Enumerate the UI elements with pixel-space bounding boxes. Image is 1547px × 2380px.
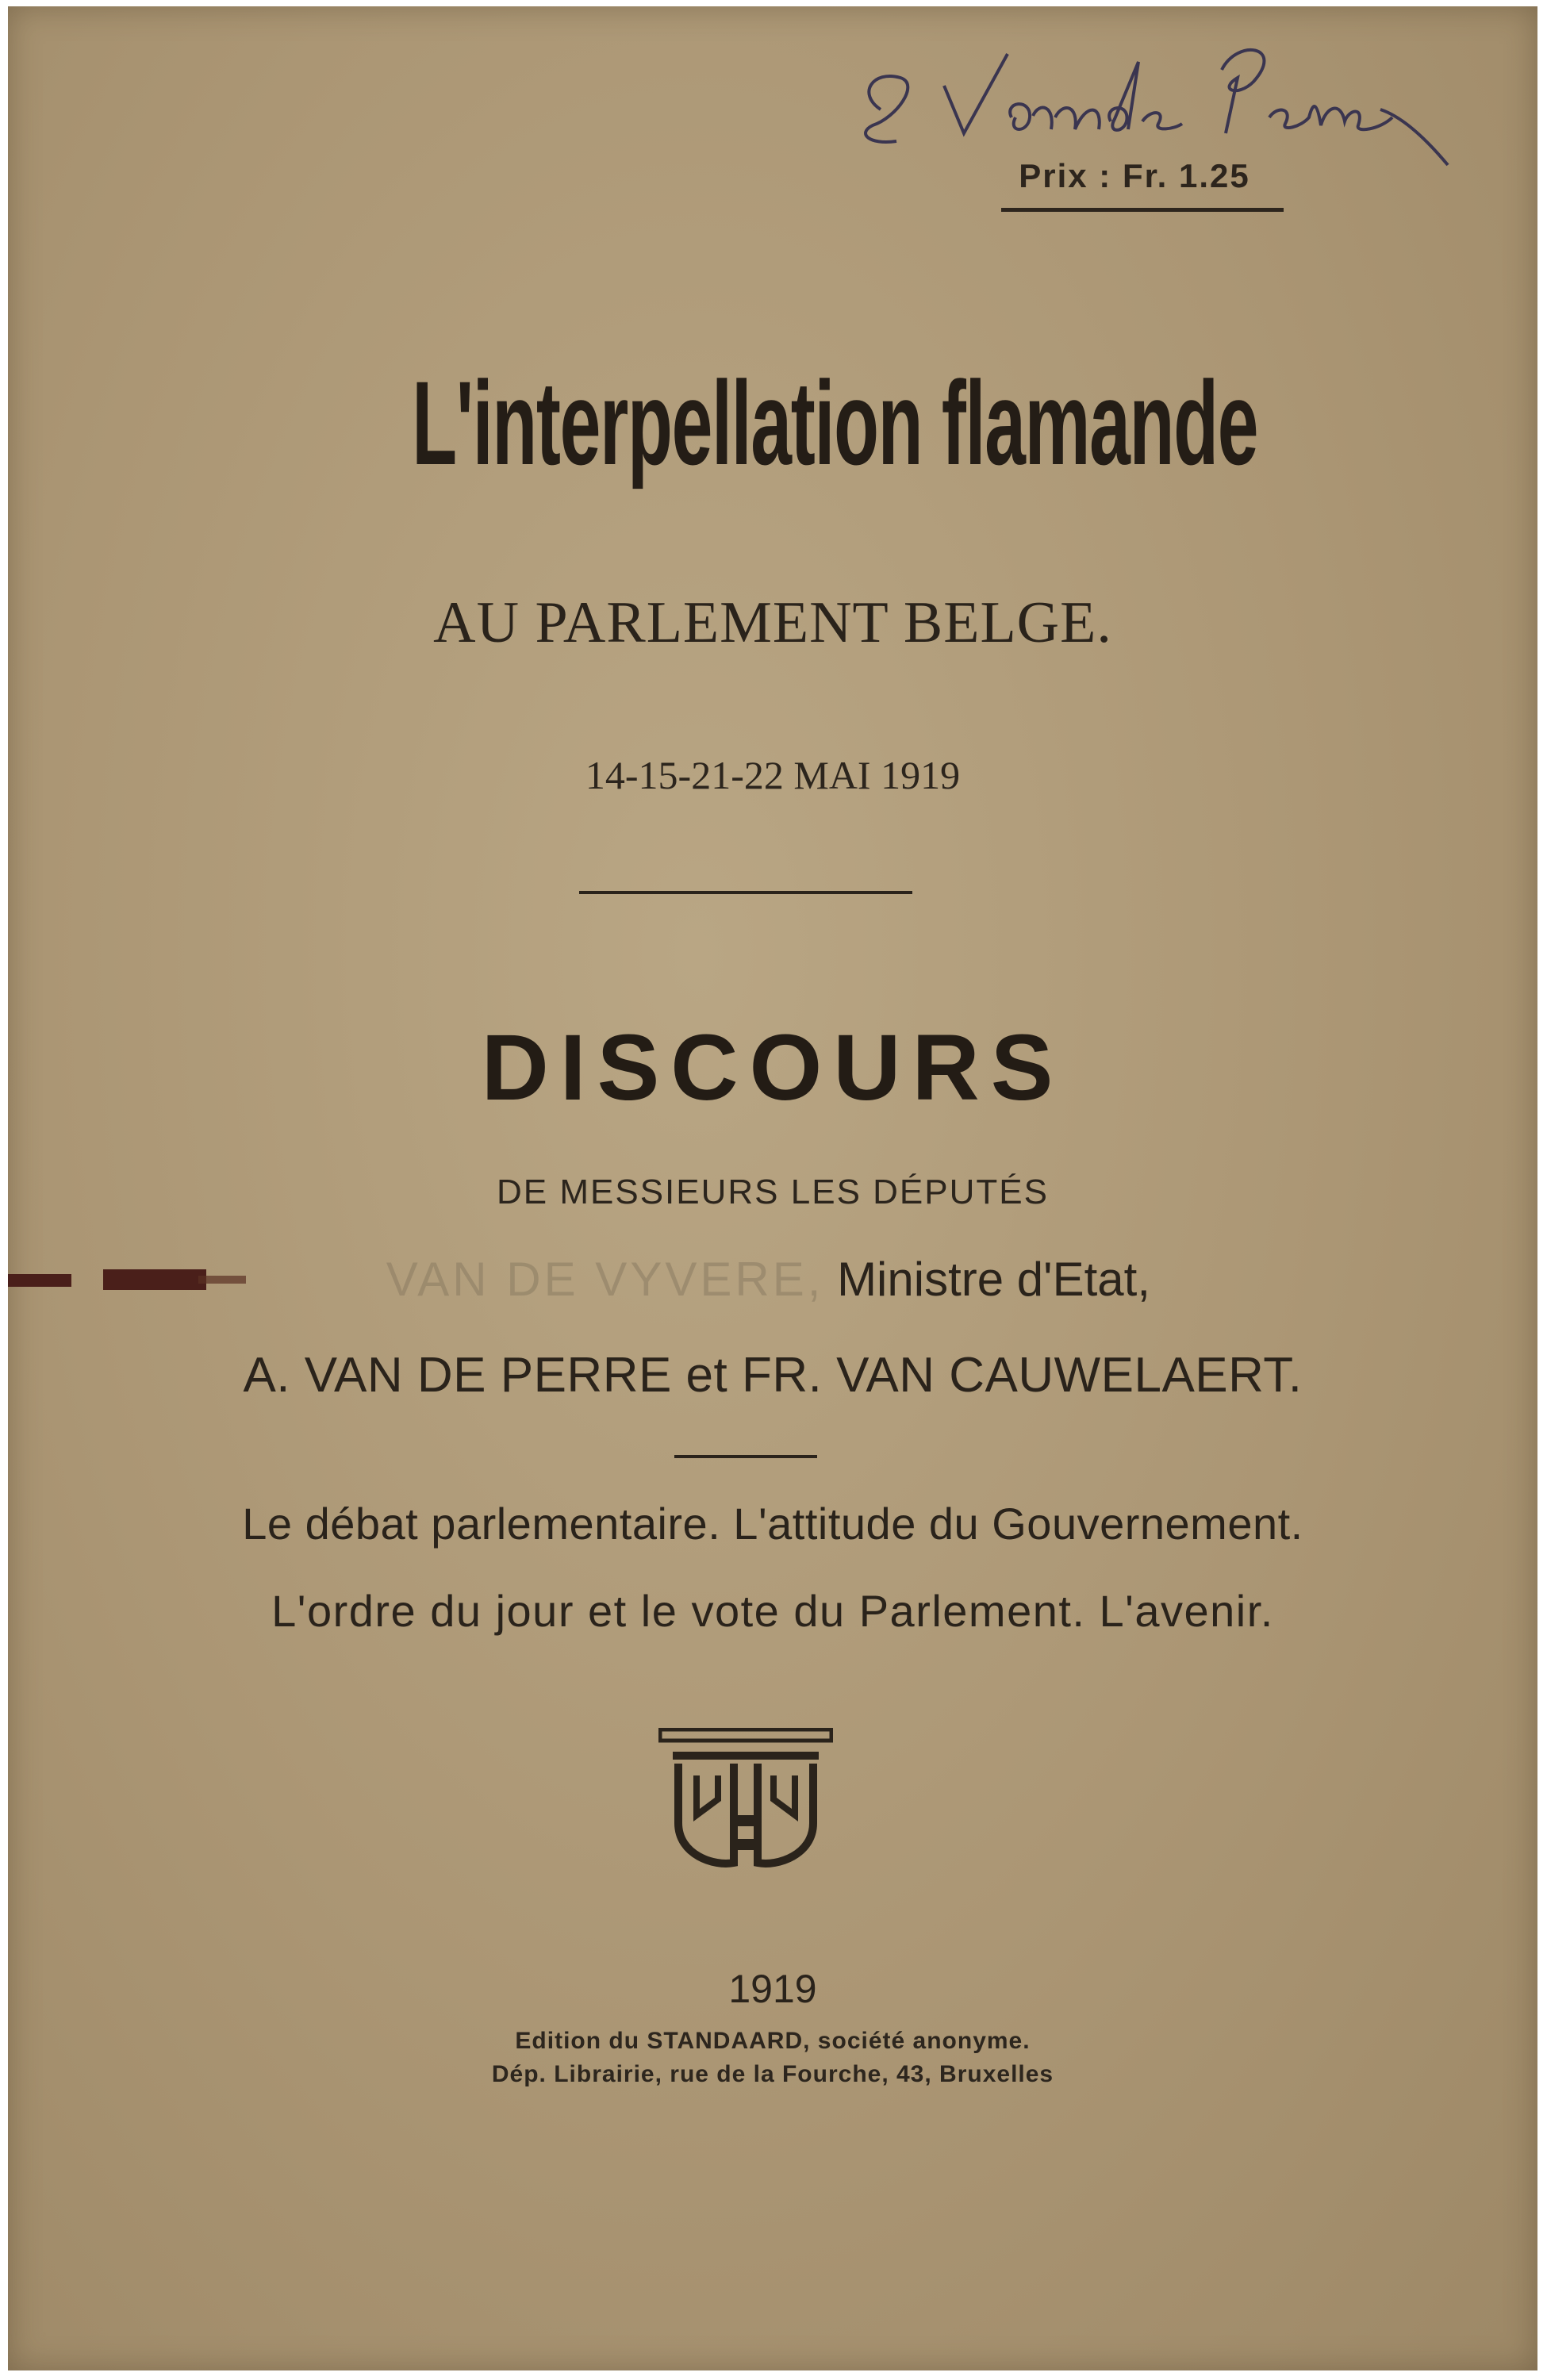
standaard-emblem-icon <box>658 1728 833 1871</box>
price-label: Prix : Fr. 1.25 <box>1019 157 1250 194</box>
divider <box>579 891 912 894</box>
section-heading: DISCOURS <box>481 1015 1065 1120</box>
summary-line-1: Le débat parlementaire. L'attitude du Gouvernement. <box>242 1499 1303 1549</box>
price-underline <box>1001 208 1284 212</box>
page-title: L'interpellation flamande <box>412 356 1258 489</box>
divider-short <box>674 1455 817 1458</box>
publisher-edition: Edition du STANDAARD, société anonyme. <box>515 2028 1031 2054</box>
publisher-address: Dép. Librairie, rue de la Fourche, 43, Bruxelles <box>491 2061 1054 2087</box>
speakers-intro: DE MESSIEURS LES DÉPUTÉS <box>497 1173 1049 1211</box>
speaker-line-1 <box>8 1252 1150 1307</box>
speaker-line-2: A. VAN DE PERRE et FR. VAN CAUWELAERT. <box>243 1348 1303 1403</box>
summary-line-2: L'ordre du jour et le vote du Parlement. L'avenir. <box>271 1586 1274 1636</box>
faded-speaker-name: VAN DE VYVERE, <box>386 1253 824 1306</box>
session-dates: 14-15-21-22 MAI 1919 <box>585 753 961 797</box>
speaker-role: Ministre d'Etat, <box>837 1253 1150 1306</box>
publication-year: 1919 <box>728 1967 817 2011</box>
subtitle: AU PARLEMENT BELGE. <box>433 590 1112 655</box>
booklet-cover <box>8 6 1537 2370</box>
